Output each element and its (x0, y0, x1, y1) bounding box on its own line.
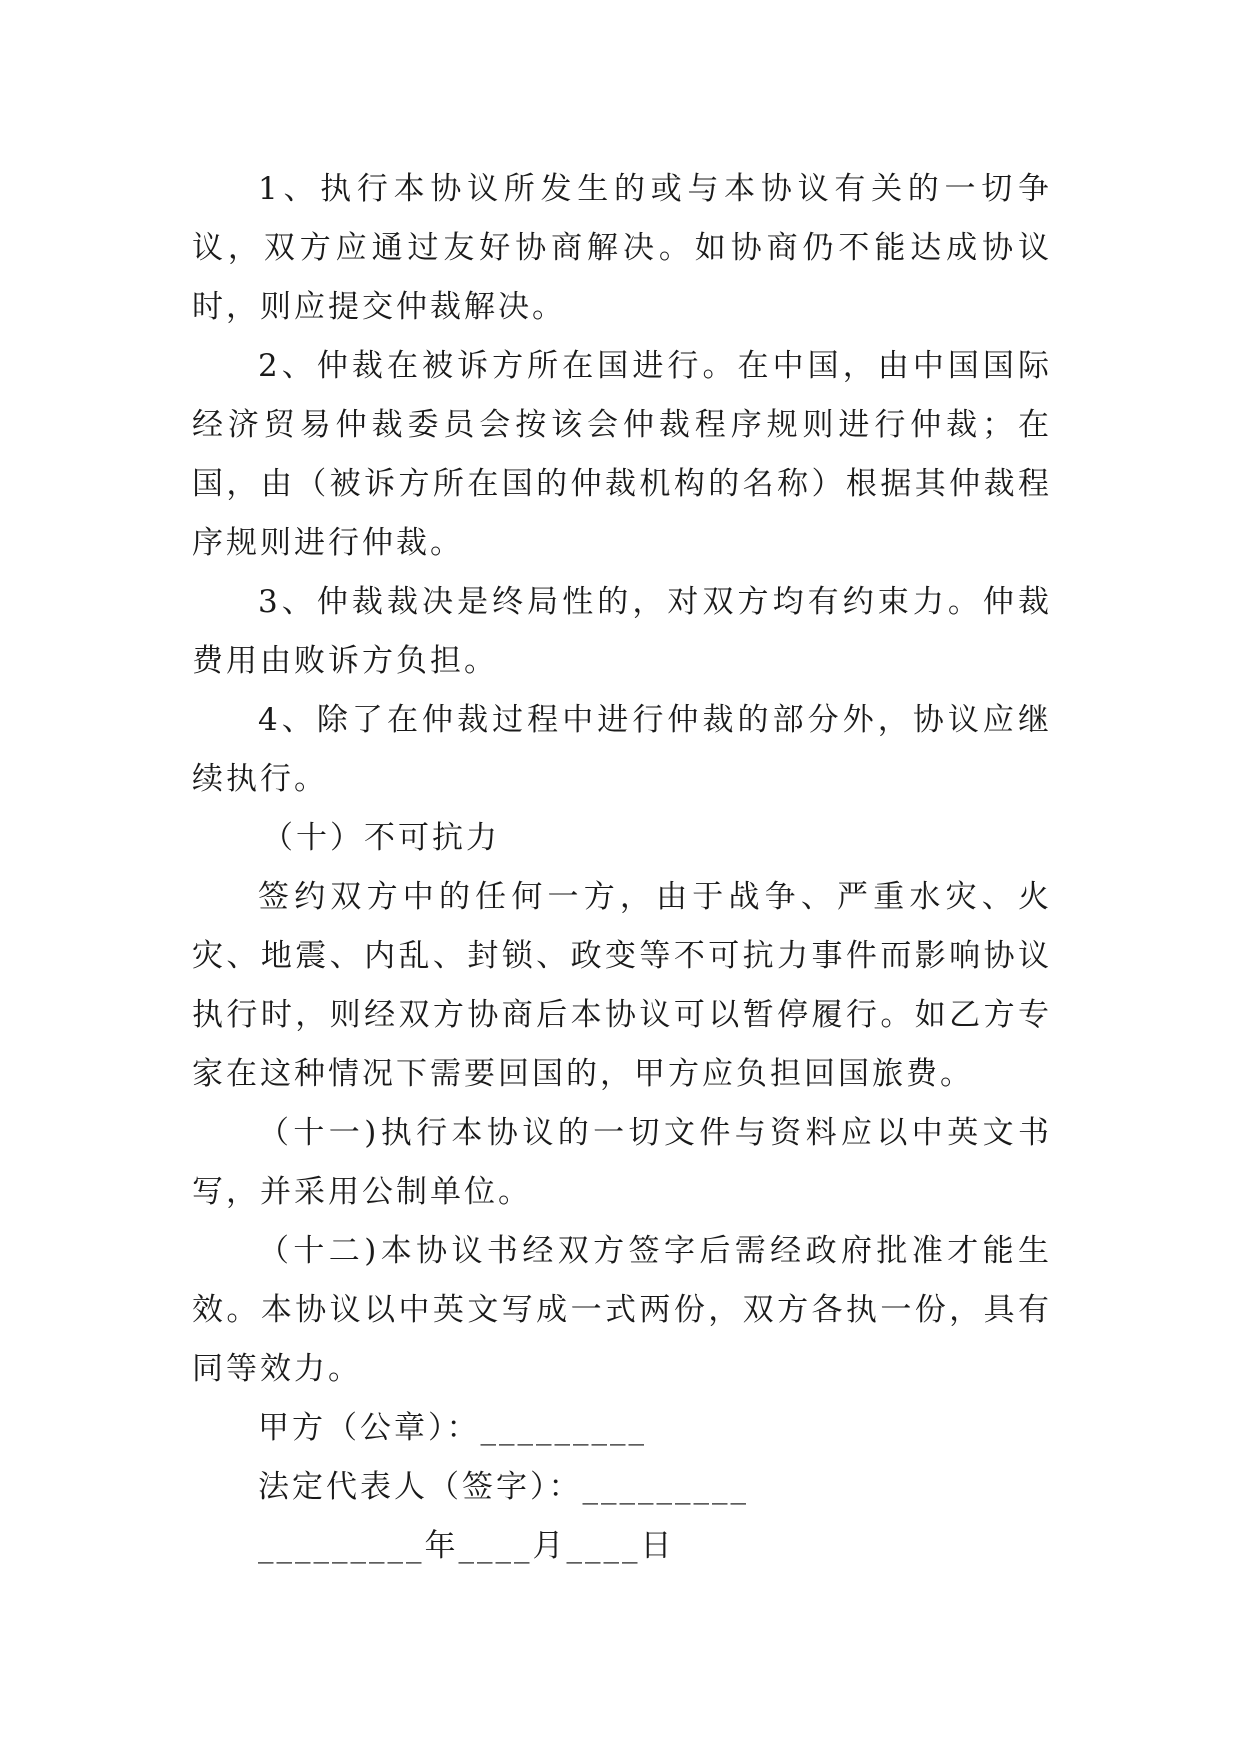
clause-3: 3、仲裁裁决是终局性的，对双方均有约束力。仲裁费用由败诉方负担。 (192, 584, 1052, 679)
section-11: （十一)执行本协议的一切文件与资料应以中英文书写，并采用公制单位。 (192, 1115, 1052, 1210)
party-a-seal-line: 甲方（公章）：_________ (258, 1410, 647, 1446)
section-12: （十二)本协议书经双方签字后需经政府批准才能生效。本协议以中英文写成一式两份，双方各执一份，具有同等效力。 (192, 1233, 1052, 1387)
force-majeure-body: 签约双方中的任何一方，由于战争、严重水灾、火灾、地震、内乱、封锁、政变等不可抗力事件而影响协议执行时，则经双方协商后本协议可以暂停履行。如乙方专家在这种情况下需要回国的，甲方应负担回国旅费。 (192, 879, 1052, 1092)
legal-representative-line: 法定代表人（签字）：_________ (258, 1469, 749, 1505)
clause-1: 1、执行本协议所发生的或与本协议有关的一切争议，双方应通过友好协商解决。如协商仍不能达成协议时，则应提交仲裁解决。 (192, 171, 1052, 325)
clause-2: 2、仲裁在被诉方所在国进行。在中国，由中国国际经济贸易仲裁委员会按该会仲裁程序规则进行仲裁；在国，由（被诉方所在国的仲裁机构的名称）根据其仲裁程序规则进行仲裁。 (192, 348, 1052, 561)
document-page (192, 160, 1052, 1576)
clause-4: 4、除了在仲裁过程中进行仲裁的部分外，协议应继续执行。 (192, 702, 1052, 797)
force-majeure-heading: （十）不可抗力 (262, 820, 500, 856)
date-line: _________年____月____日 (258, 1528, 675, 1564)
